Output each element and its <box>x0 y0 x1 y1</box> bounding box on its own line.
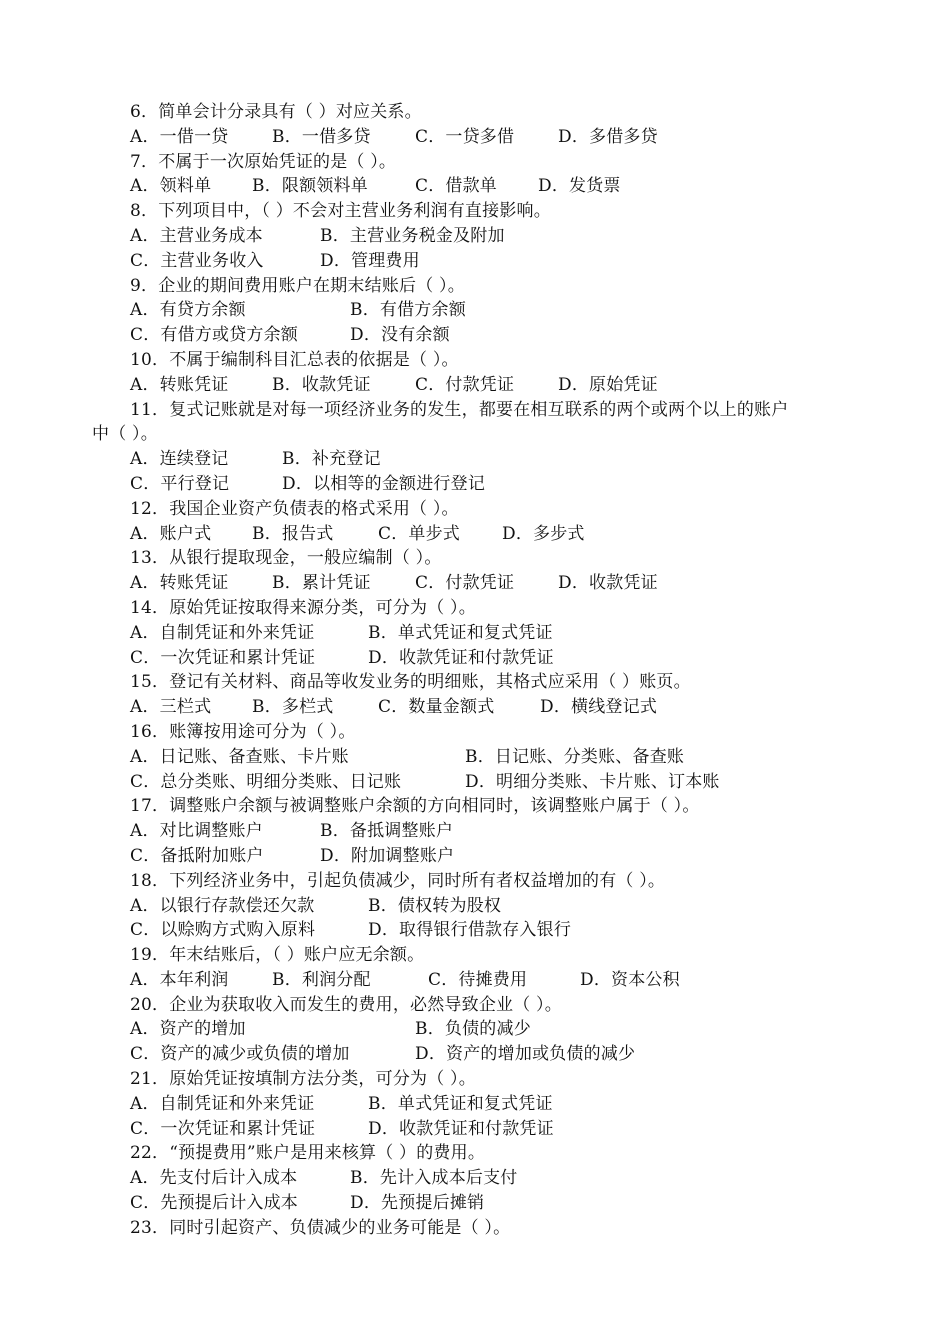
option-text: C．一次凭证和累计凭证 <box>130 1118 316 1139</box>
option-text: D．资本公积 <box>580 969 680 990</box>
option-text: D．多步式 <box>502 523 585 544</box>
option-text: C．待摊费用 <box>428 969 528 990</box>
question-continuation: 中（ ）。 <box>92 424 158 445</box>
options-row <box>0 1017 950 1042</box>
option-text: A．自制凭证和外来凭证 <box>130 622 315 643</box>
option-text: B．单式凭证和复式凭证 <box>368 1093 553 1114</box>
options-row <box>0 646 950 671</box>
option-text: A．对比调整账户 <box>130 821 263 842</box>
option-text: D．原始凭证 <box>558 374 658 395</box>
question-text: 9．企业的期间费用账户在期末结账后（ ）。 <box>130 275 465 296</box>
options-row <box>0 770 950 795</box>
option-text: A．连续登记 <box>130 449 229 470</box>
question-text: 13．从银行提取现金，一般应编制（ ）。 <box>130 548 442 569</box>
options-row <box>0 968 950 993</box>
question-text: 11．复式记账就是对每一项经济业务的发生，都要在相互联系的两个或两个以上的账户 <box>130 399 789 420</box>
option-text: D．以相等的金额进行登记 <box>282 473 486 494</box>
option-text: B．主营业务税金及附加 <box>320 225 505 246</box>
option-text: B．债权转为股权 <box>368 895 502 916</box>
option-text: B．单式凭证和复式凭证 <box>368 622 553 643</box>
option-text: C．付款凭证 <box>415 374 515 395</box>
options-row <box>0 571 950 596</box>
option-text: B．负债的减少 <box>415 1019 531 1040</box>
options-row <box>0 125 950 150</box>
option-text: A．领料单 <box>130 176 212 197</box>
option-text: D．取得银行借款存入银行 <box>368 920 572 941</box>
question-text: 16．账簿按用途可分为（ ）。 <box>130 721 356 742</box>
options-row <box>0 174 950 199</box>
option-text: C．借款单 <box>415 176 498 197</box>
option-text: D．多借多贷 <box>558 126 658 147</box>
option-text: C．付款凭证 <box>415 573 515 594</box>
question-text: 19．年末结账后，（ ）账户应无余额。 <box>130 945 425 966</box>
option-text: D．没有余额 <box>350 325 450 346</box>
question-text: 15．登记有关材料、商品等收发业务的明细账，其格式应采用（ ）账页。 <box>130 672 691 693</box>
option-text: D．发货票 <box>538 176 621 197</box>
options-row <box>0 1092 950 1117</box>
option-text: B．日记账、分类账、备查账 <box>465 746 685 767</box>
option-text: A．本年利润 <box>130 969 229 990</box>
option-text: C．平行登记 <box>130 473 230 494</box>
question-text: 12．我国企业资产负债表的格式采用（ ）。 <box>130 498 459 519</box>
option-text: D．资产的增加或负债的减少 <box>415 1044 636 1065</box>
option-text: C．备抵附加账户 <box>130 845 264 866</box>
option-text: C．数量金额式 <box>378 697 495 718</box>
options-row <box>0 844 950 869</box>
question-text: 23．同时引起资产、负债减少的业务可能是（ ）。 <box>130 1217 511 1238</box>
option-text: B．有借方余额 <box>350 300 466 321</box>
options-row <box>0 918 950 943</box>
option-text: B．备抵调整账户 <box>320 821 454 842</box>
question-text: 6．简单会计分录具有（ ）对应关系。 <box>130 102 422 122</box>
option-text: B．利润分配 <box>272 969 371 990</box>
options-row <box>0 522 950 547</box>
option-text: A．三栏式 <box>130 697 212 718</box>
option-text: C．资产的减少或负债的增加 <box>130 1044 350 1065</box>
option-text: D．附加调整账户 <box>320 845 455 866</box>
question-text: 20．企业为获取收入而发生的费用，必然导致企业（ ）。 <box>130 994 562 1015</box>
options-row <box>0 1042 950 1067</box>
options-row <box>0 224 950 249</box>
option-text: B．收款凭证 <box>272 374 371 395</box>
options-row <box>0 819 950 844</box>
question-text: 10．不属于编制科目汇总表的依据是（ ）。 <box>130 349 459 370</box>
option-text: C．一贷多借 <box>415 126 515 147</box>
question-text: 8．下列项目中，（ ）不会对主营业务利润有直接影响。 <box>130 201 551 222</box>
question-text: 18．下列经济业务中，引起负债减少，同时所有者权益增加的有（ ）。 <box>130 870 666 891</box>
options-row <box>0 249 950 274</box>
options-row <box>0 695 950 720</box>
question-text: 21．原始凭证按填制方法分类，可分为（ ）。 <box>130 1069 476 1090</box>
options-row <box>0 621 950 646</box>
options-row <box>0 1191 950 1216</box>
option-text: C．主营业务收入 <box>130 250 264 271</box>
option-text: C．先预提后计入成本 <box>130 1193 299 1214</box>
options-row <box>0 745 950 770</box>
option-text: C．有借方或贷方余额 <box>130 325 299 346</box>
option-text: B．累计凭证 <box>272 573 371 594</box>
option-text: D．收款凭证 <box>558 573 658 594</box>
option-text: A．有贷方余额 <box>130 300 246 321</box>
option-text: A．资产的增加 <box>130 1019 246 1040</box>
option-text: C．单步式 <box>378 523 461 544</box>
option-text: D．明细分类账、卡片账、订本账 <box>465 771 720 792</box>
options-row <box>0 894 950 919</box>
option-text: B．多栏式 <box>252 697 334 718</box>
option-text: D．收款凭证和付款凭证 <box>368 647 554 668</box>
option-text: A．转账凭证 <box>130 374 229 395</box>
option-text: C．以赊购方式购入原料 <box>130 920 316 941</box>
question-text: 17．调整账户余额与被调整账户余额的方向相同时，该调整账户属于（ ）。 <box>130 796 700 817</box>
options-row <box>0 447 950 472</box>
option-text: B．一借多贷 <box>272 126 371 147</box>
option-text: D．收款凭证和付款凭证 <box>368 1118 554 1139</box>
question-text: 14．原始凭证按取得来源分类，可分为（ ）。 <box>130 597 476 618</box>
option-text: A．账户式 <box>130 523 212 544</box>
options-row <box>0 323 950 348</box>
option-text: C．总分类账、明细分类账、日记账 <box>130 771 402 792</box>
question-text: 22．“预提费用”账户是用来核算（ ）的费用。 <box>130 1143 486 1164</box>
option-text: A．转账凭证 <box>130 573 229 594</box>
option-text: B．报告式 <box>252 523 334 544</box>
options-row <box>0 1166 950 1191</box>
option-text: D．先预提后摊销 <box>350 1193 485 1214</box>
option-text: B．先计入成本后支付 <box>350 1168 518 1189</box>
option-text: A．一借一贷 <box>130 126 229 147</box>
option-text: A．主营业务成本 <box>130 225 263 246</box>
question-text: 7．不属于一次原始凭证的是（ ）。 <box>130 151 397 172</box>
option-text: A．日记账、备查账、卡片账 <box>130 746 349 767</box>
options-row <box>0 1117 950 1142</box>
option-text: D．管理费用 <box>320 250 420 271</box>
option-text: D．横线登记式 <box>540 697 658 718</box>
option-text: A．自制凭证和外来凭证 <box>130 1093 315 1114</box>
option-text: A．以银行存款偿还欠款 <box>130 895 315 916</box>
exam-page <box>0 100 950 1241</box>
option-text: B．限额领料单 <box>252 176 368 197</box>
options-row <box>0 373 950 398</box>
option-text: B．补充登记 <box>282 449 381 470</box>
options-row <box>0 472 950 497</box>
option-text: A．先支付后计入成本 <box>130 1168 298 1189</box>
options-row <box>0 298 950 323</box>
option-text: C．一次凭证和累计凭证 <box>130 647 316 668</box>
